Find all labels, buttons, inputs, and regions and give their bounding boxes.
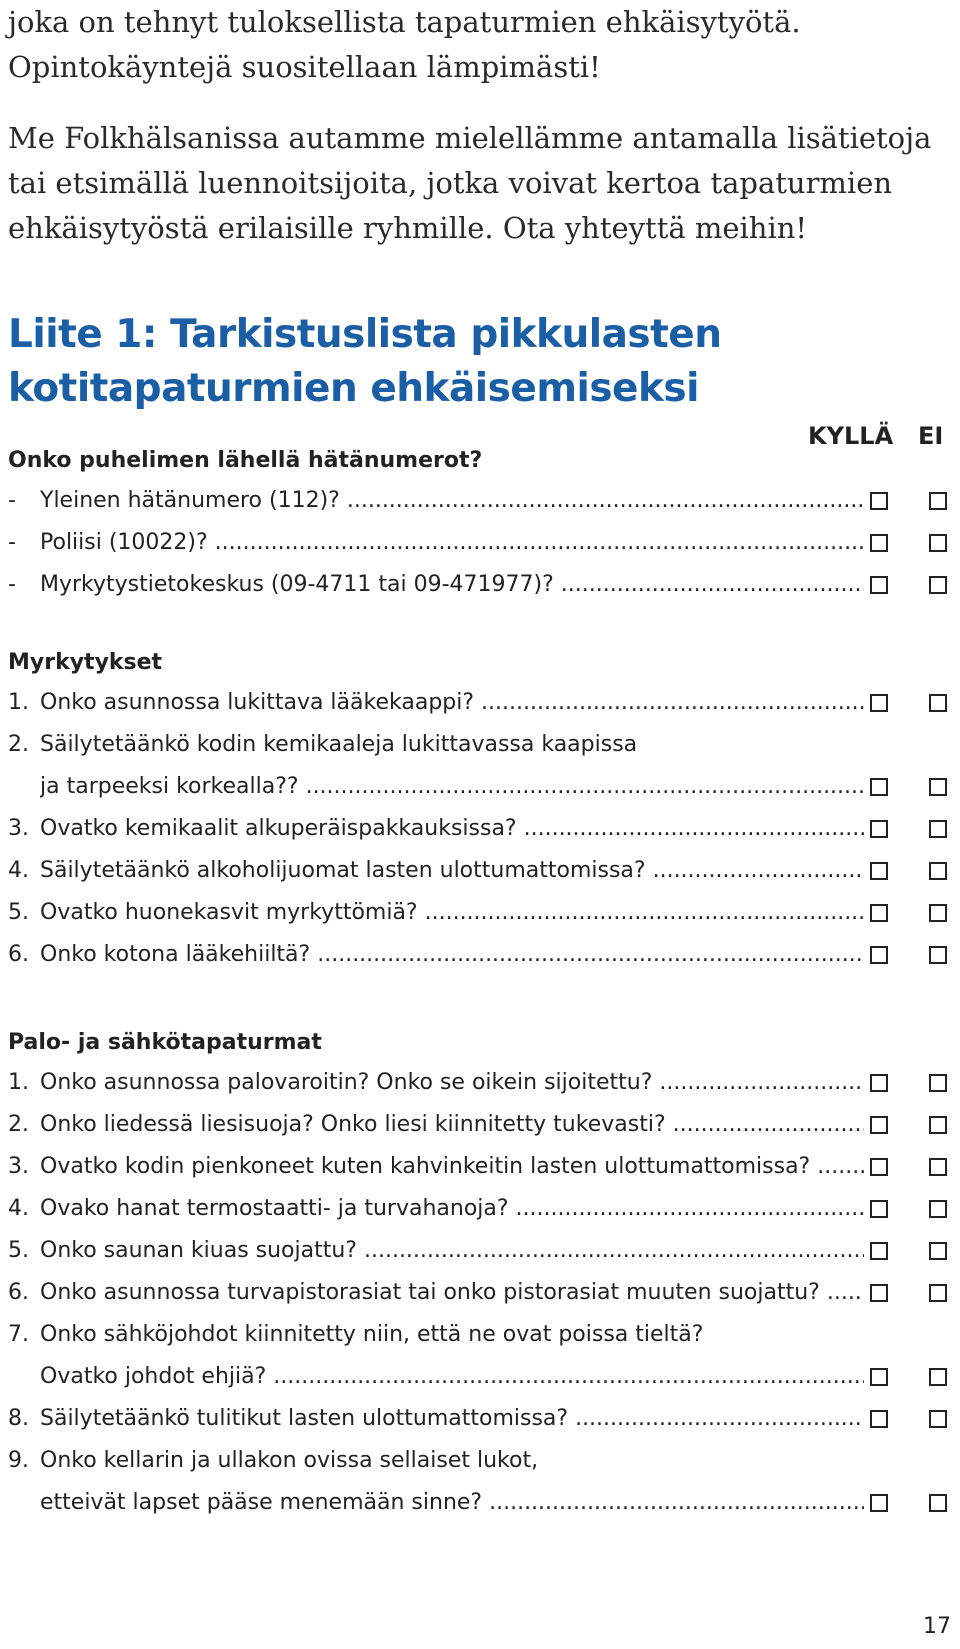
no-checkbox[interactable]	[929, 778, 947, 796]
intro-paragraph-2: Me Folkhälsanissa autamme mielellämme antamalla lisätietoja tai etsimällä luennoitsijoita, jotka voivat kertoa tapaturmien ehkäisytyöstä erilaisille ryhmille. Ota yhteyttä meihin!	[8, 121, 932, 245]
checklist-row	[0, 1104, 960, 1146]
checklist-row	[0, 1062, 960, 1104]
yes-checkbox[interactable]	[870, 1074, 888, 1092]
item-marker: 1.	[8, 690, 29, 715]
no-checkbox[interactable]	[929, 1200, 947, 1218]
no-checkbox[interactable]	[929, 1242, 947, 1260]
item-marker: 2.	[8, 732, 29, 757]
appendix-heading	[8, 308, 722, 416]
section-title-phone: Onko puhelimen lähellä hätänumerot?	[8, 448, 483, 473]
yes-checkbox[interactable]	[870, 1494, 888, 1512]
intro-text	[8, 0, 948, 251]
checklist-row	[0, 934, 960, 976]
item-question: etteivät lapset pääse menemään sinne? .....	[40, 1490, 864, 1515]
no-checkbox[interactable]	[929, 820, 947, 838]
checklist-row	[0, 1482, 960, 1524]
yes-checkbox[interactable]	[870, 576, 888, 594]
checklist-row	[0, 1230, 960, 1272]
no-checkbox[interactable]	[929, 492, 947, 510]
item-question: Onko kellarin ja ullakon ovissa sellaiset lukot,	[40, 1448, 539, 1473]
item-marker: 2.	[8, 1112, 29, 1137]
no-checkbox[interactable]	[929, 1494, 947, 1512]
section-title-fire: Palo- ja sähkötapaturmat	[8, 1030, 322, 1055]
yes-checkbox[interactable]	[870, 694, 888, 712]
item-question: Onko sähköjohdot kiinnitetty niin, että ne ovat poissa tieltä?	[40, 1322, 704, 1347]
heading-line-1: Liite 1: Tarkistuslista pikkulasten	[8, 312, 722, 357]
item-question: Ovatko huonekasvit myrkyttömiä? .....	[40, 900, 864, 925]
item-marker: -	[8, 530, 16, 555]
item-marker: -	[8, 488, 16, 513]
item-question: Onko saunan kiuas suojattu? .....	[40, 1238, 864, 1263]
column-header-yes: KYLLÄ	[808, 422, 894, 450]
yes-checkbox[interactable]	[870, 820, 888, 838]
item-marker: 6.	[8, 942, 29, 967]
checklist-row	[0, 1440, 960, 1482]
item-question: Poliisi (10022)? .....	[40, 530, 864, 555]
checklist-row	[0, 1272, 960, 1314]
no-checkbox[interactable]	[929, 694, 947, 712]
yes-checkbox[interactable]	[870, 534, 888, 552]
yes-checkbox[interactable]	[870, 1284, 888, 1302]
item-marker: 4.	[8, 858, 29, 883]
no-checkbox[interactable]	[929, 1284, 947, 1302]
section-title-poison: Myrkytykset	[8, 650, 163, 675]
checklist-row	[0, 1356, 960, 1398]
item-question: Onko asunnossa lukittava lääkekaappi? .....	[40, 690, 864, 715]
checklist-row	[0, 724, 960, 766]
yes-checkbox[interactable]	[870, 946, 888, 964]
no-checkbox[interactable]	[929, 1116, 947, 1134]
yes-checkbox[interactable]	[870, 862, 888, 880]
checklist-row	[0, 766, 960, 808]
item-marker: 9.	[8, 1448, 29, 1473]
item-marker: 4.	[8, 1196, 29, 1221]
item-question: Onko asunnossa turvapistorasiat tai onko pistorasiat muuten suojattu? .....	[40, 1280, 864, 1305]
yes-checkbox[interactable]	[870, 1410, 888, 1428]
yes-checkbox[interactable]	[870, 1242, 888, 1260]
yes-checkbox[interactable]	[870, 778, 888, 796]
item-marker: 8.	[8, 1406, 29, 1431]
item-question: Säilytetäänkö alkoholijuomat lasten ulottumattomissa? .....	[40, 858, 864, 883]
no-checkbox[interactable]	[929, 534, 947, 552]
checklist-row	[0, 1398, 960, 1440]
item-question: Onko liedessä liesisuoja? Onko liesi kiinnitetty tukevasti? .....	[40, 1112, 864, 1137]
no-checkbox[interactable]	[929, 1158, 947, 1176]
item-marker: 6.	[8, 1280, 29, 1305]
item-question: Ovatko kodin pienkoneet kuten kahvinkeitin lasten ulottumattomissa? .....	[40, 1154, 864, 1179]
item-marker: 7.	[8, 1322, 29, 1347]
no-checkbox[interactable]	[929, 1410, 947, 1428]
yes-checkbox[interactable]	[870, 1200, 888, 1218]
column-header-no: EI	[918, 422, 944, 450]
heading-line-2: kotitapaturmien ehkäisemiseksi	[8, 366, 700, 411]
yes-checkbox[interactable]	[870, 1368, 888, 1386]
item-marker: 5.	[8, 900, 29, 925]
item-question: Onko asunnossa palovaroitin? Onko se oikein sijoitettu? .....	[40, 1070, 864, 1095]
checklist-row	[0, 1314, 960, 1356]
item-marker: 5.	[8, 1238, 29, 1263]
page-number: 17	[923, 1614, 951, 1639]
checklist-row	[0, 480, 960, 522]
item-question: Onko kotona lääkehiiltä? .....	[40, 942, 864, 967]
item-question: Säilytetäänkö tulitikut lasten ulottumattomissa? .....	[40, 1406, 864, 1431]
item-question: Yleinen hätänumero (112)? .....	[40, 488, 864, 513]
no-checkbox[interactable]	[929, 946, 947, 964]
checklist-row	[0, 522, 960, 564]
yes-checkbox[interactable]	[870, 1116, 888, 1134]
yes-checkbox[interactable]	[870, 1158, 888, 1176]
no-checkbox[interactable]	[929, 1368, 947, 1386]
intro-paragraph-1: joka on tehnyt tuloksellista tapaturmien ehkäisytyötä. Opintokäyntejä suositellaan lämpimästi!	[8, 5, 801, 84]
item-marker: 3.	[8, 1154, 29, 1179]
item-question: Ovatko johdot ehjiä? .....	[40, 1364, 864, 1389]
no-checkbox[interactable]	[929, 1074, 947, 1092]
yes-checkbox[interactable]	[870, 492, 888, 510]
item-marker: 1.	[8, 1070, 29, 1095]
item-question: Myrkytystietokeskus (09-4711 tai 09-471977)? .....	[40, 572, 864, 597]
no-checkbox[interactable]	[929, 862, 947, 880]
checklist-row	[0, 808, 960, 850]
item-question: Ovako hanat termostaatti- ja turvahanoja? .....	[40, 1196, 864, 1221]
yes-checkbox[interactable]	[870, 904, 888, 922]
item-question: Säilytetäänkö kodin kemikaaleja lukittavassa kaapissa	[40, 732, 638, 757]
checklist-row	[0, 1146, 960, 1188]
checklist-row	[0, 892, 960, 934]
checklist-row	[0, 1188, 960, 1230]
item-marker: -	[8, 572, 16, 597]
checklist-row	[0, 564, 960, 606]
no-checkbox[interactable]	[929, 904, 947, 922]
item-question: ja tarpeeksi korkealla?? .....	[40, 774, 864, 799]
no-checkbox[interactable]	[929, 576, 947, 594]
checklist-row	[0, 682, 960, 724]
item-question: Ovatko kemikaalit alkuperäispakkauksissa? .....	[40, 816, 864, 841]
checklist-row	[0, 850, 960, 892]
item-marker: 3.	[8, 816, 29, 841]
